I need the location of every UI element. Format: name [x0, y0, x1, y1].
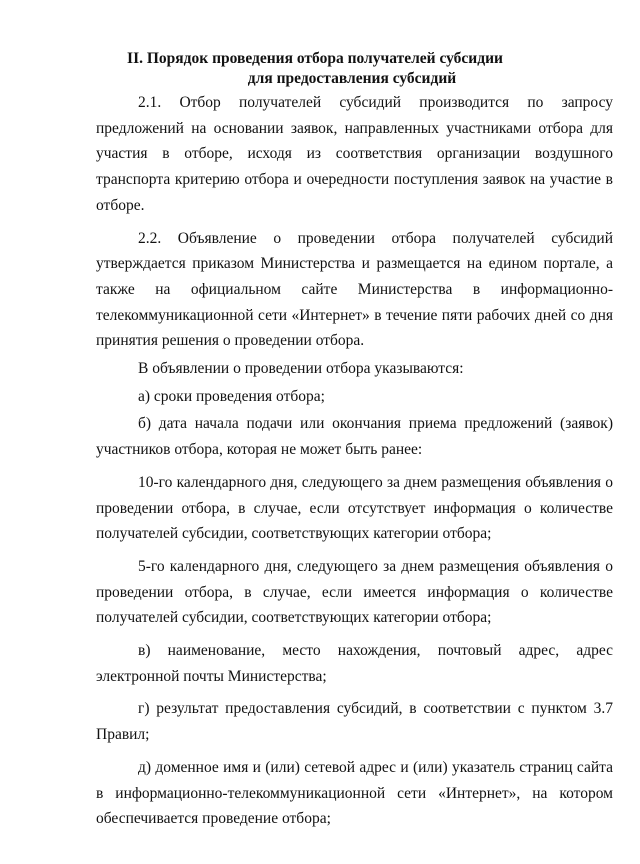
list-item-v: в) наименование, место нахождения, почтовый адрес, адрес электронной почты Министерства; [96, 642, 613, 685]
section-title-line1: II. Порядок проведения отбора получателей субсидии [127, 50, 503, 67]
section-heading [60, 49, 580, 89]
list-item-a: а) сроки проведения отбора; [138, 387, 325, 405]
section-title-line2: для предоставления субсидий [247, 70, 457, 87]
paragraph-2-2: 2.2. Объявление о проведении отбора получателей субсидий утверждается приказом Министерства и размещается на едином портале, а также на официальном сайте Министерства в информационно-телекоммуникационной сети «Интернет» в течение пяти рабочих дней со дня принятия решения о проведении отбора. [96, 229, 613, 350]
list-item-g: г) результат предоставления субсидий, в соответствии с пунктом 3.7 Правил; [96, 700, 613, 744]
document-body [96, 90, 613, 832]
list-item-b: б) дата начала подачи или окончания приема предложений (заявок) участников отбора, которая не может быть ранее: [96, 415, 613, 459]
list-item-b-5-day: 5-го календарного дня, следующего за днем размещения объявления о проведении отбора, в случае, если имеется информация о количестве получателей субсидии, соответствующих категории отбора; [96, 557, 613, 627]
paragraph-announcement-intro: В объявлении о проведении отбора указываются: [138, 360, 464, 378]
list-item-b-10-day: 10-го календарного дня, следующего за днем размещения объявления о проведении отбора, в случае, если отсутствует информация о количестве получателей субсидии, соответствующих категории отбора; [96, 473, 613, 543]
paragraph-2-1: 2.1. Отбор получателей субсидий производится по запросу предложений на основании заявок, направленных участниками отбора для участия в отборе, исходя из соответствия организации воздушного транспорта критерию отбора и очередности поступления заявок на участие в отборе. [96, 94, 613, 214]
list-item-d: д) доменное имя и (или) сетевой адрес и (или) указатель страниц сайта в информационно-телекоммуникационной сети «Интернет», на котором обеспечивается проведение отбора; [96, 758, 613, 828]
